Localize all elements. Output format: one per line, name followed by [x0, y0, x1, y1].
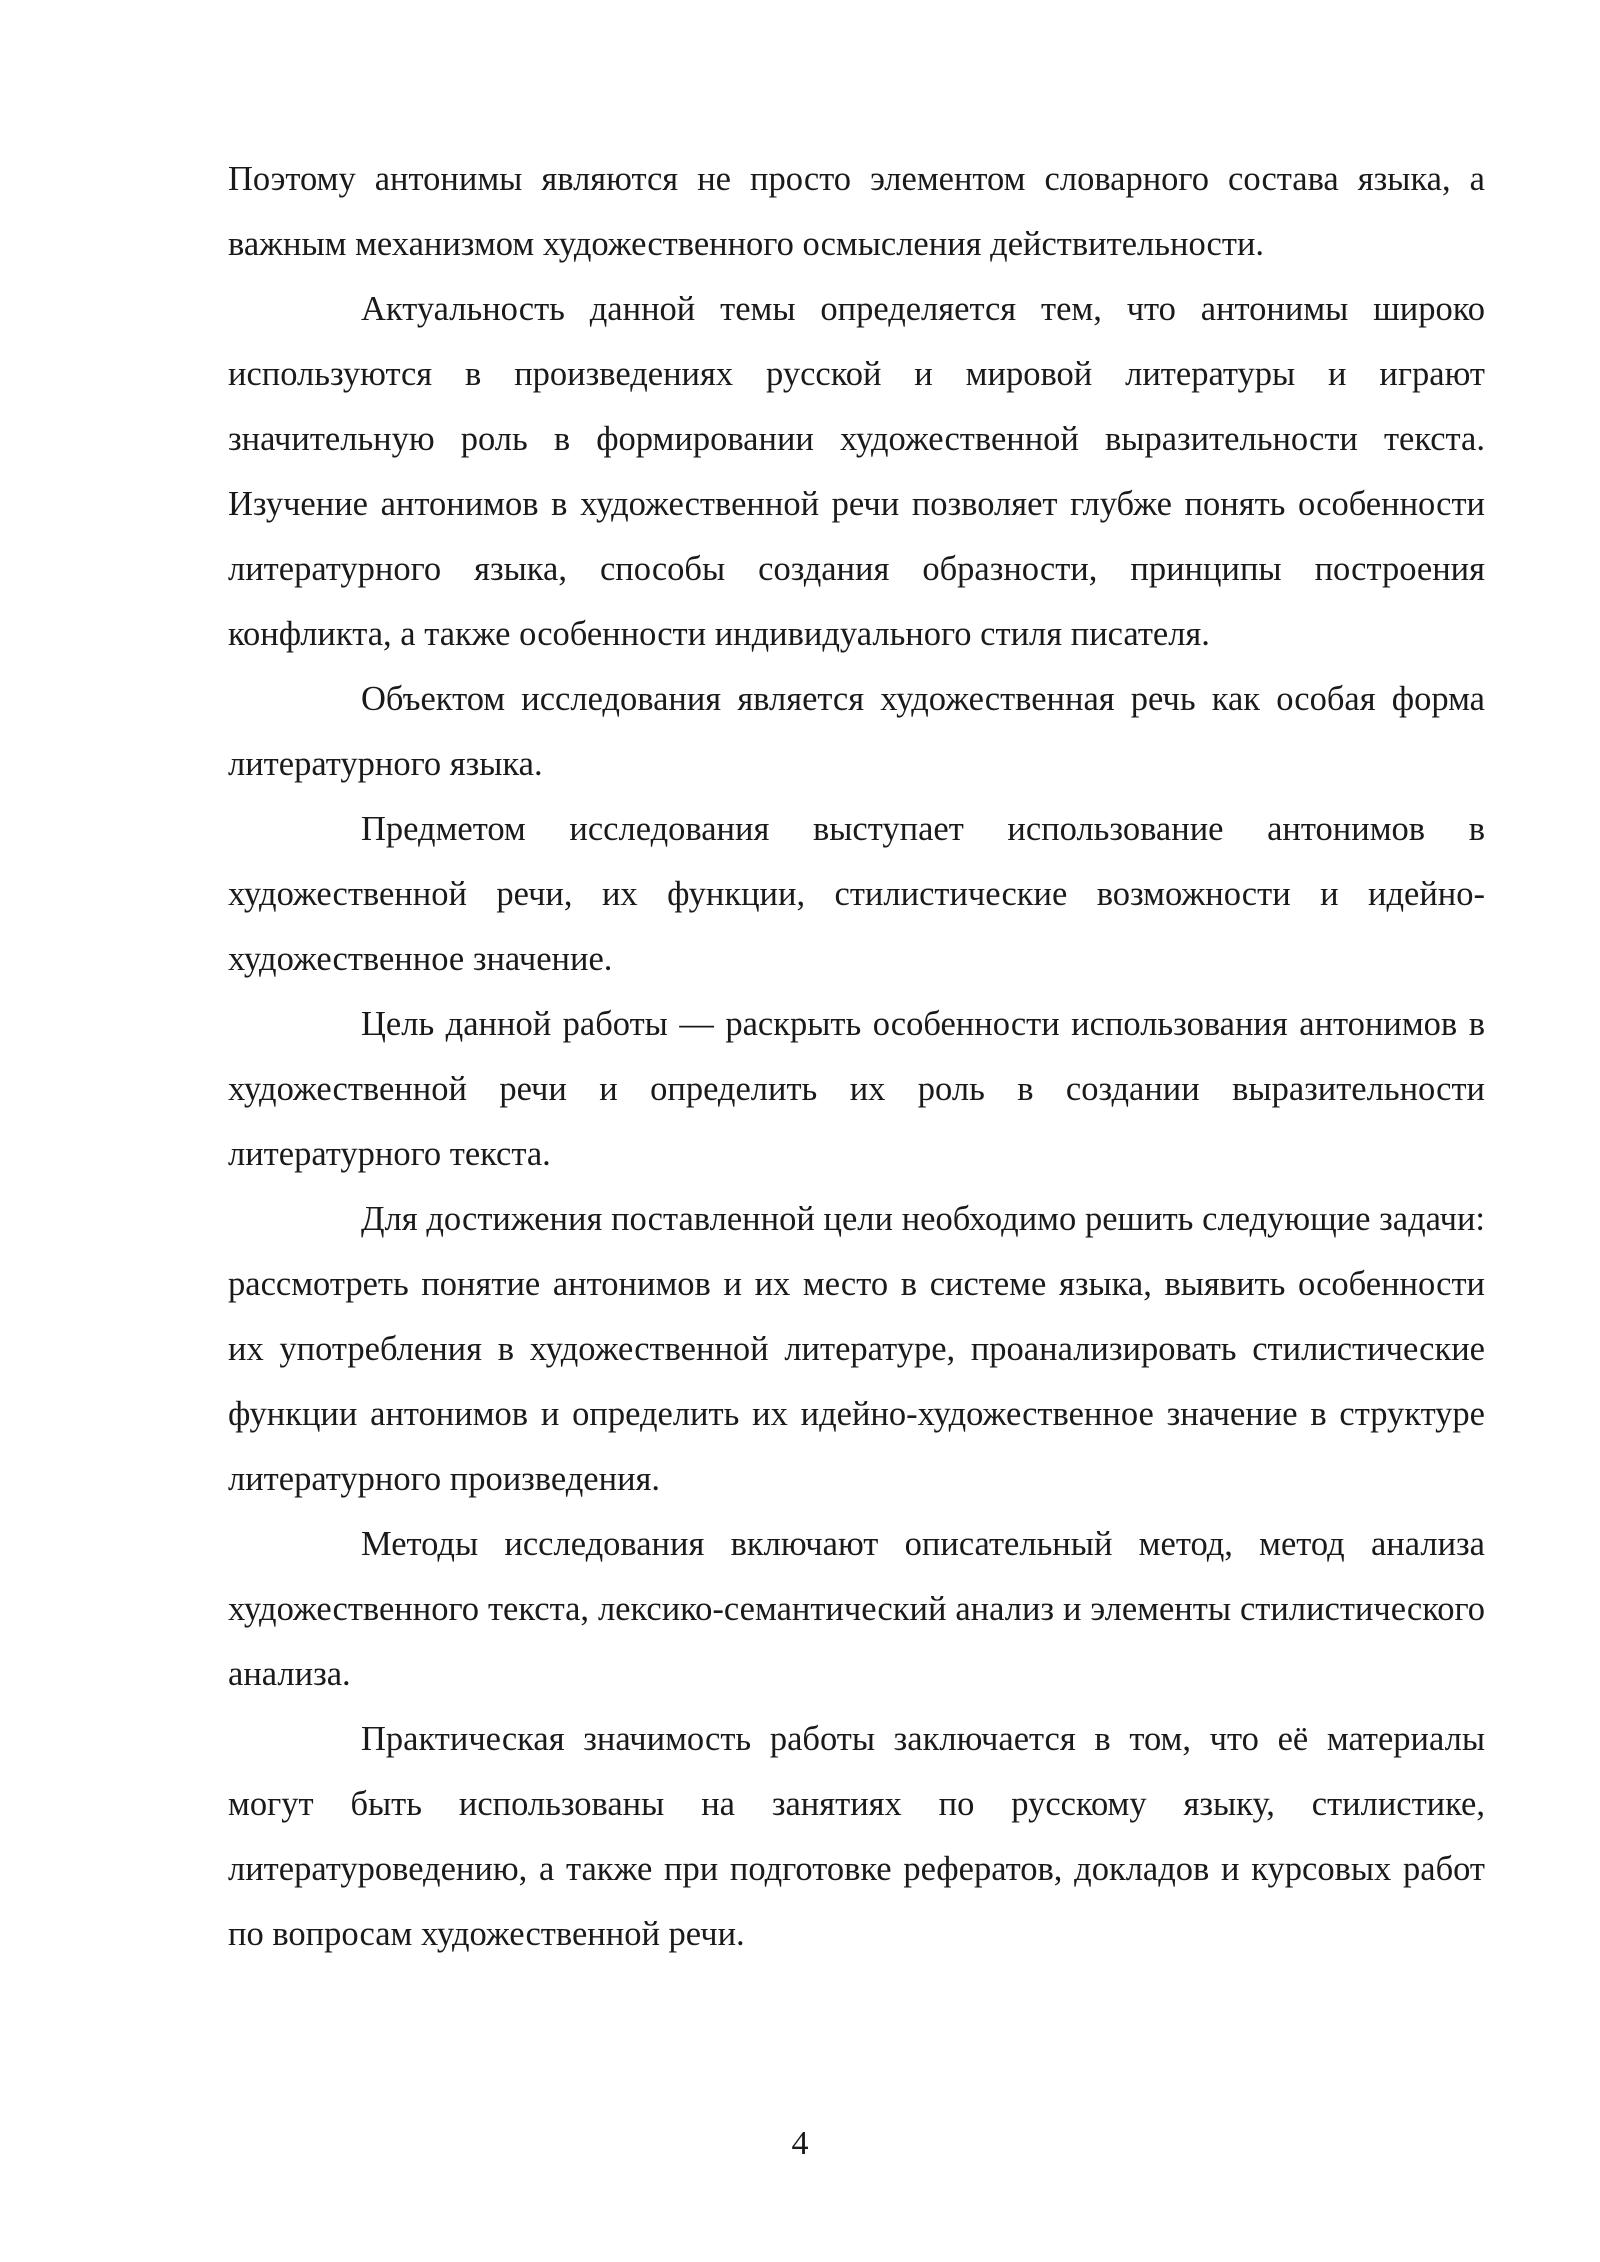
paragraph-relevance: Актуальность данной темы определяется тем, что антонимы широко используются в произведениях русской и мировой литературы и играют значительную роль в формировании художественной выразительности текста. Изучение антонимов в художественной речи позволяет глубже понять особенности литературного языка, способы создания образности, принципы построения конфликта, а также особенности индивидуального стиля писателя. [228, 290, 1485, 653]
body-text [228, 147, 1485, 1967]
paragraph-tasks: Для достижения поставленной цели необходимо решить следующие задачи: рассмотреть понятие антонимов и их место в системе языка, выявить особенности их употребления в художественной литературе, проанализировать стилистические функции антонимов и определить их идейно-художественное значение в структуре литературного произведения. [228, 1200, 1485, 1498]
paragraph-continuation: Поэтому антонимы являются не просто элементом словарного состава языка, а важным механизмом художественного осмысления действительности. [228, 160, 1485, 263]
page-number: 4 [791, 2125, 809, 2162]
paragraph-goal: Цель данной работы — раскрыть особенности использования антонимов в художественной речи и определить их роль в создании выразительности литературного текста. [228, 1005, 1485, 1173]
paragraph-object: Объектом исследования является художественная речь как особая форма литературного языка. [228, 680, 1485, 783]
paragraph-methods: Методы исследования включают описательный метод, метод анализа художественного текста, лексико-семантический анализ и элементы стилистического анализа. [228, 1525, 1485, 1693]
paragraph-subject: Предметом исследования выступает использование антонимов в художественной речи, их функции, стилистические возможности и идейно-художественное значение. [228, 810, 1485, 978]
paragraph-practical-significance: Практическая значимость работы заключается в том, что её материалы могут быть использованы на занятиях по русскому языку, стилистике, литературоведению, а также при подготовке рефератов, докладов и курсовых работ по вопросам художественной речи. [228, 1720, 1485, 1953]
